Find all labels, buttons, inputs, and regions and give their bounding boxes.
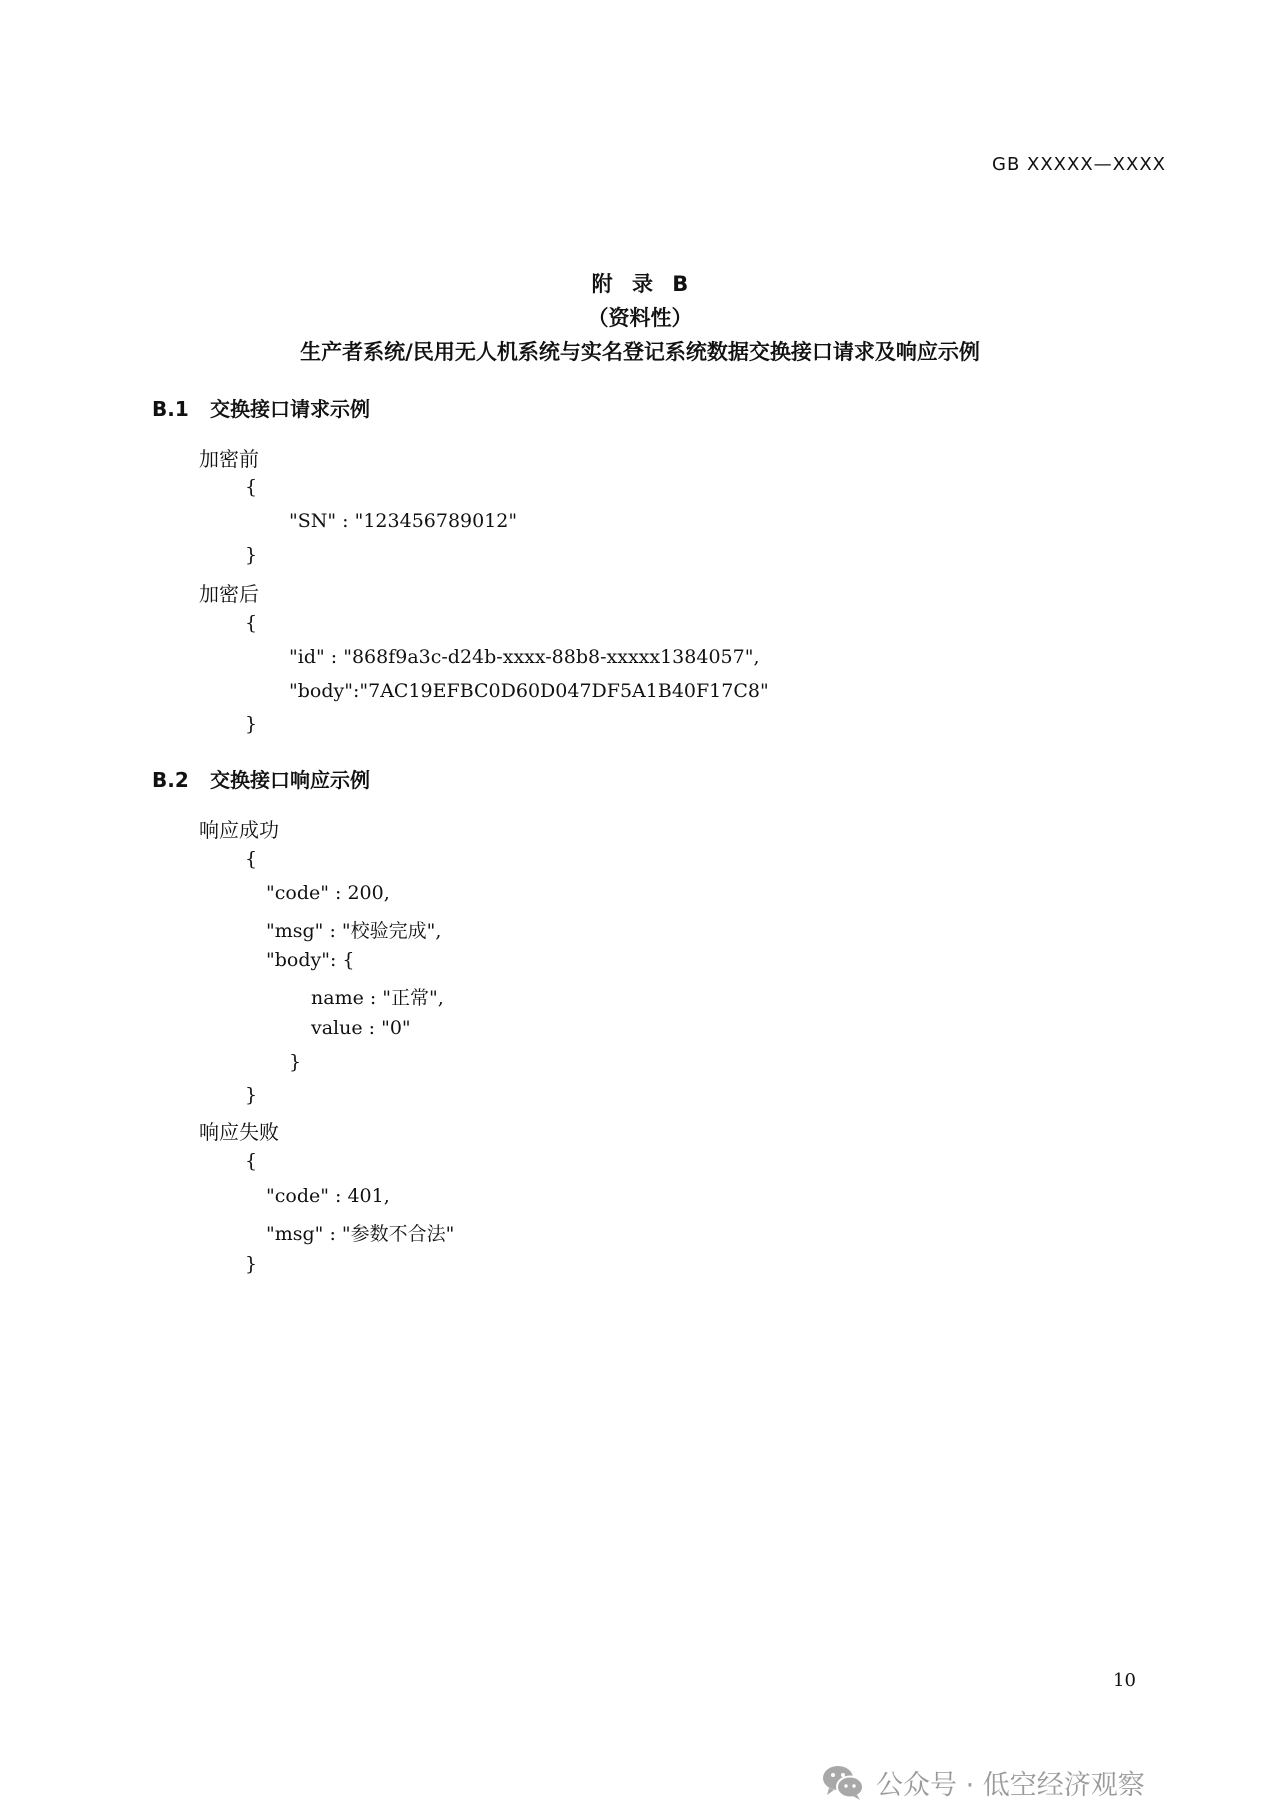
section-number: B.2 (152, 768, 189, 792)
code-line: { (245, 848, 258, 870)
label-response-success: 响应成功 (199, 818, 279, 842)
standard-code: GB XXXXX—XXXX (992, 154, 1166, 175)
section-heading-b2 (152, 764, 370, 793)
code-line: "code" : 401, (266, 1185, 390, 1207)
code-line: } (245, 1253, 258, 1275)
code-line: { (245, 1150, 258, 1172)
section-title: 交换接口响应示例 (210, 768, 370, 792)
watermark-text: 公众号 · 低空经济观察 (876, 1769, 1145, 1801)
code-line: { (245, 476, 258, 498)
code-line: "body":"7AC19EFBC0D60D047DF5A1B40F17C8" (289, 680, 769, 702)
section-number: B.1 (152, 397, 189, 421)
label-after-encryption: 加密后 (199, 582, 259, 606)
code-line: "code" : 200, (266, 882, 390, 904)
code-line: value : "0" (311, 1017, 411, 1039)
code-line: { (245, 612, 258, 634)
label-response-failure: 响应失败 (199, 1120, 279, 1144)
code-line: "id" : "868f9a3c-d24b-xxxx-88b8-xxxxx1384057", (289, 646, 760, 668)
code-line: name : "正常", (311, 987, 444, 1009)
code-line: } (289, 1051, 302, 1073)
code-line: } (245, 713, 258, 735)
section-heading-b1 (152, 393, 370, 422)
code-line: "SN" : "123456789012" (289, 510, 518, 532)
page-number: 10 (1113, 1670, 1136, 1691)
section-title: 交换接口请求示例 (210, 397, 370, 421)
appendix-title: 附 录 B (591, 272, 689, 296)
wechat-icon (820, 1762, 866, 1802)
label-before-encryption: 加密前 (199, 447, 259, 471)
code-line: "body": { (266, 949, 355, 971)
code-line: "msg" : "参数不合法" (266, 1223, 455, 1245)
code-line: } (245, 544, 258, 566)
watermark (820, 1762, 1145, 1802)
appendix-nature: （资料性） (587, 306, 693, 330)
code-line: } (245, 1084, 258, 1106)
code-line: "msg" : "校验完成", (266, 920, 442, 942)
appendix-subtitle: 生产者系统/民用无人机系统与实名登记系统数据交换接口请求及响应示例 (300, 340, 980, 364)
